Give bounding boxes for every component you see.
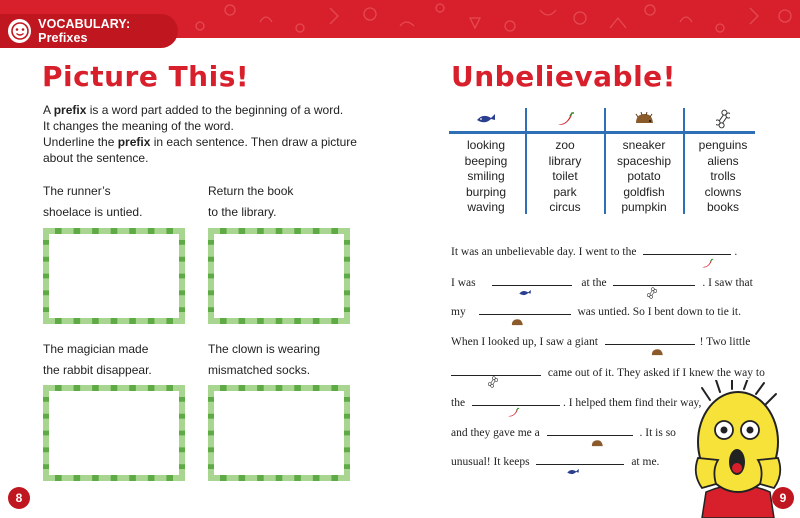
fill-blank[interactable] xyxy=(605,335,695,345)
story-line-5: came out of it. They asked if I knew the way to xyxy=(451,366,765,379)
word: clowns xyxy=(704,184,742,199)
whale-icon xyxy=(518,289,532,297)
drawing-box-3[interactable] xyxy=(43,385,185,481)
fill-blank[interactable] xyxy=(643,245,731,255)
story-line-1: It was an unbelievable day. I went to the . xyxy=(451,246,738,258)
word: library xyxy=(548,153,582,168)
sentence-prompt-4: The clown is wearing mismatched socks. xyxy=(208,342,321,377)
drawing-box-1[interactable] xyxy=(43,228,185,324)
section-tab xyxy=(0,14,178,48)
word-column-2 xyxy=(526,108,604,216)
whale-icon xyxy=(566,468,580,476)
chili-pepper-icon xyxy=(526,108,604,130)
story-line-7: and they gave me a . It is so xyxy=(451,427,676,439)
word: potato xyxy=(627,169,661,183)
bone-icon xyxy=(488,376,498,388)
page-number-right: 9 xyxy=(772,487,794,509)
fill-blank[interactable] xyxy=(472,396,560,406)
word: burping xyxy=(465,184,507,199)
section-label: VOCABULARY: Prefixes xyxy=(38,17,131,45)
chili-pepper-icon xyxy=(506,407,520,418)
whale-icon xyxy=(447,108,525,130)
fill-blank[interactable] xyxy=(613,276,695,286)
word: smiling xyxy=(467,169,505,183)
fill-blank[interactable] xyxy=(479,305,571,315)
bone-icon xyxy=(684,108,762,130)
word: circus xyxy=(549,200,581,214)
word: park xyxy=(553,184,577,199)
drawing-box-2[interactable] xyxy=(208,228,350,324)
fill-blank[interactable] xyxy=(547,426,633,436)
word-column-1 xyxy=(447,108,525,216)
chili-pepper-icon xyxy=(700,258,714,269)
word: toilet xyxy=(552,169,578,183)
fill-blank[interactable] xyxy=(536,455,624,465)
word: spaceship xyxy=(616,153,672,168)
hedgehog-icon xyxy=(605,108,683,130)
fill-blank[interactable] xyxy=(451,366,541,376)
word: looking xyxy=(466,138,506,152)
hedgehog-icon xyxy=(510,318,524,327)
word: waving xyxy=(467,200,505,214)
story-line-2: I was at the . I saw that xyxy=(451,277,753,289)
fill-blank[interactable] xyxy=(492,276,572,286)
word: beeping xyxy=(464,153,508,168)
story-line-3: my was untied. So I bent down to tie it. xyxy=(451,306,741,318)
story-line-6: the . I helped them find their way, xyxy=(451,397,702,409)
story-line-4: When I looked up, I saw a giant ! Two little xyxy=(451,336,751,348)
page-title-right: Unbelievable! xyxy=(451,60,676,93)
word: sneaker xyxy=(622,138,666,152)
word: trolls xyxy=(710,169,736,183)
bone-icon xyxy=(647,287,657,299)
sentence-prompt-2: Return the book to the library. xyxy=(208,184,294,219)
word: zoo xyxy=(555,138,575,152)
drawing-box-4[interactable] xyxy=(208,385,350,481)
monkey-face-icon xyxy=(8,19,31,43)
sentence-prompt-3: The magician made the rabbit disappear. xyxy=(43,342,152,377)
word: penguins xyxy=(698,138,748,152)
word-table xyxy=(445,108,760,216)
word-column-3 xyxy=(605,108,683,216)
hedgehog-icon xyxy=(590,439,604,448)
sentence-prompt-1: The runner’s shoelace is untied. xyxy=(43,184,143,219)
word: pumpkin xyxy=(621,200,667,214)
page-title-left: Picture This! xyxy=(42,60,250,93)
word-column-4 xyxy=(684,108,762,216)
story-line-8: unusual! It keeps at me. xyxy=(451,456,660,468)
word: goldfish xyxy=(623,184,665,199)
page-number-left: 8 xyxy=(8,487,30,509)
instructions: A prefix is a word part added to the beginning of a word. It changes the meaning of the word. Underline the prefix in each sentence. Then draw a picture about the sentence. xyxy=(43,103,357,165)
word: aliens xyxy=(707,153,739,168)
word: books xyxy=(706,200,740,214)
hedgehog-icon xyxy=(650,348,664,357)
